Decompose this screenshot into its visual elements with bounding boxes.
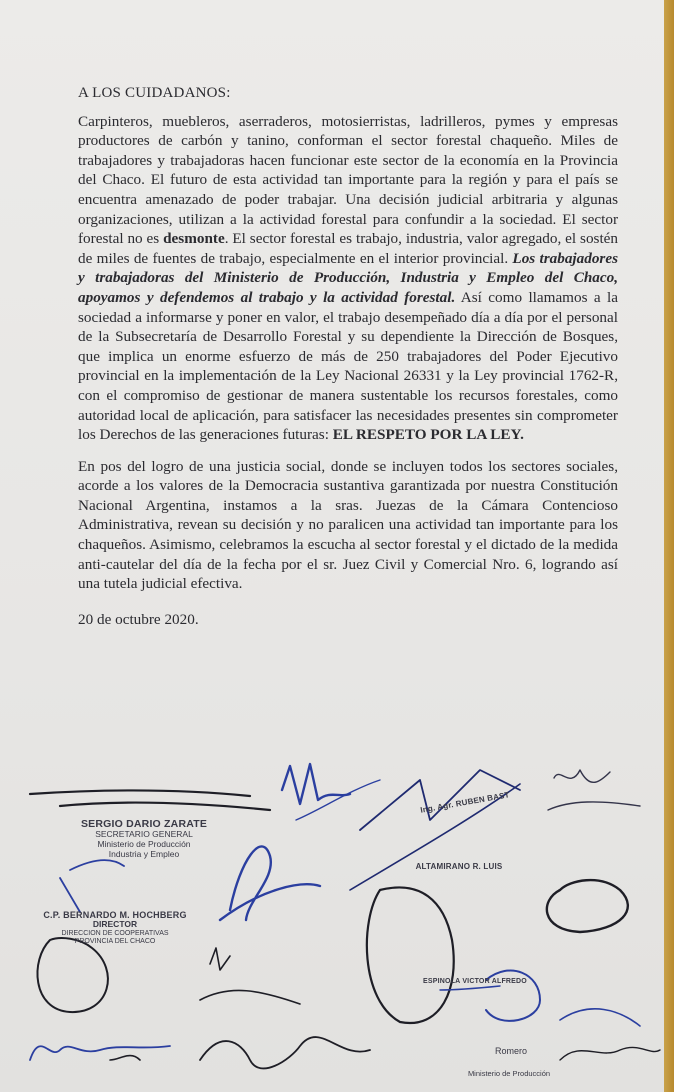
stamp-hochberg-role2: DIRECCION DE COOPERATIVAS [61, 930, 169, 938]
stamp-footer-role [454, 1070, 564, 1079]
p1-bold-italic-statement: Los trabajadores y trabajadoras del Ministerio de Producción, Industria y Empleo del Chaco, apoyamos y defendemos al trabajo y la actividad forestal. [78, 249, 618, 306]
stamp-zarate-role3: Industria y Empleo [108, 848, 180, 859]
stamp-hochberg-role3: PROVINCIA DEL CHACO [74, 938, 156, 946]
p1-text-c: . El sector forestal es trabajo, industria, valor agregado, el sostén de miles de fuentes de trabajo, especialmente en el interior provincial. [78, 230, 618, 267]
stamp-hochberg-role1: DIRECTOR [92, 919, 138, 930]
table-edge [664, 0, 674, 1092]
stamp-hochberg-name: C.P. BERNARDO M. HOCHBERG [43, 910, 187, 920]
stamp-espinola-name: ESPINOLA VICTOR ALFREDO [423, 978, 527, 985]
paragraph-2: En pos del logro de una justicia social, donde se incluyen todos los sectores sociales, acorde a los valores de la Democracia sustantiva garantizada por nuestra Constitución Nacional Argentina, instamos a la sras. Juezas de la Cámara Contencioso Administrativa, revean su decisión y no paralicen una actividad tan importante para los chaqueños. Asimismo, celebramos la escucha al sector forestal y el dictado de la medida anti-cautelar del día de la fecha por el sr. Juez Civil y Comercial Nro. 6, logrando así una tutela judicial efectiva. [78, 457, 618, 593]
stamp-altamirano-name: ALTAMIRANO R. LUIS [415, 862, 503, 871]
stamp-hochberg [40, 910, 190, 946]
stamp-bast-name: Ing. Agr. RUBEN BAST [419, 790, 511, 815]
stamp-zarate-name: SERGIO DARIO ZARATE [80, 818, 208, 830]
letter-heading: A LOS CUIDADANOS: [78, 85, 231, 101]
p1-text-e: Así como llamamos a la sociedad a informarse y poner en valor, el trabajo desempeñado día a día por el personal de la Subsecretaría de Desarrollo Forestal y su dependiente la Dirección de Bosques, que implica un enorme esfuerzo de más de 250 trabajadores del Poder Ejecutivo provincial en la implementación de la Ley Nacional 26331 y la Ley provincial 1762-R, con el compromiso de gestionar de manera sustentable los recursos forestales, como autoridad local de aplicación, para satisfacer las necesidades presentes sin comprometer los Derechos de las generaciones futuras: [78, 288, 618, 444]
p1-text-a: Carpinteros, muebleros, aserraderos, motosierristas, ladrilleros, pymes y empresas productores de carbón y tanino, conforman el sector forestal chaqueño. Miles de trabajadores y trabajadoras hacen funcionar este sector de la economía en la Provincia del Chaco. El futuro de esta actividad tan importante para la región y para el país se encuentra amenazado de poder trabajar. Una decisión judicial arbitraria y algunas organizaciones, utilizan a la actividad forestal para confundir a la sociedad. El sector forestal no es [78, 112, 618, 248]
stamp-zarate-role2: Ministerio de Producción [97, 838, 191, 849]
p1-bold-desmonte: desmonte [163, 230, 225, 248]
stamp-romero [476, 1046, 546, 1056]
p1-bold-respeto: EL RESPETO POR LA LEY. [332, 426, 524, 444]
stamp-espinola [420, 978, 530, 986]
signatures-area [0, 760, 664, 1092]
stamp-zarate [64, 818, 224, 859]
paragraph-1 [78, 112, 618, 445]
letter-body [78, 84, 618, 629]
stamp-altamirano [404, 862, 514, 871]
stamp-footer-role-text: Ministerio de Producción [467, 1069, 551, 1078]
stamp-romero-name: Romero [494, 1046, 527, 1056]
stamp-zarate-role1: SECRETARIO GENERAL [95, 829, 193, 840]
letter-date: 20 de octubre 2020. [78, 610, 199, 628]
